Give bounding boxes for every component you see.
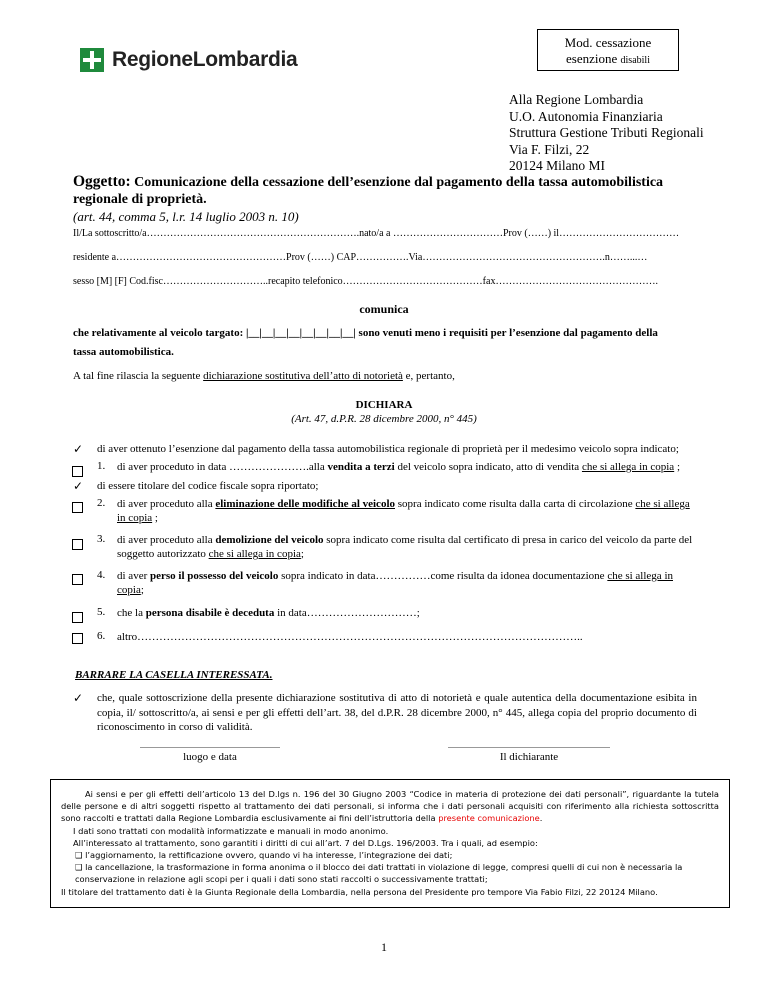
check-icon: ✓ xyxy=(73,691,84,705)
barrare-instruction: BARRARE LA CASELLA INTERESSATA. xyxy=(75,669,273,681)
declaration-intro: A tal fine rilascia la seguente dichiarazione sostitutiva dell’atto di notorietà e, pertanto, xyxy=(73,370,455,382)
subject-label: Oggetto: xyxy=(73,173,131,190)
form-line-name[interactable]: Il/La sottoscritto/a……………………………………………………….nato/a a ……………………………Prov (……) il……………………………… xyxy=(73,228,680,239)
final-statement: che, quale sottoscrizione della presente dichiarazione sostitutiva di atto di notorietà e quale autentica della documentazione esibita in copia, il/ sottoscritto/a, ai sensi e per gli effetti dell’art. 38, del d.P.R. 28 dicembre 2000, n° 445, allega copia del proprio documento di riconoscimento in corso di validità. xyxy=(97,692,697,733)
logo-text: RegioneLombardia xyxy=(112,48,298,71)
option-checkbox-6[interactable] xyxy=(72,633,83,644)
option-checkbox-1[interactable] xyxy=(72,466,83,477)
option-text-1: di aver proceduto in data ………………….alla vendita a terzi del veicolo sopra indicato, atto di vendita che si allega in copia ; xyxy=(117,461,681,473)
form-model-box xyxy=(537,29,679,71)
option-text-4: di aver perso il possesso del veicolo sopra indicato in data……………come risulta da idonea documentazione che si allega in copia; xyxy=(117,570,673,596)
check-icon: ✓ xyxy=(73,442,84,456)
subject-title: Comunicazione della cessazione dell’esenzione dal pagamento della tassa automobilistica regionale di proprietà. xyxy=(73,175,664,207)
bullet-icon: ❑ xyxy=(75,862,83,873)
recipient-address: Alla Regione Lombardia U.O. Autonomia Finanziaria Struttura Gestione Tributi Regionali Via F. Filzi, 22 20124 Milano MI xyxy=(509,92,704,173)
bullet-icon: ❑ xyxy=(75,850,83,861)
mod-line1: Mod. cessazione xyxy=(564,35,652,50)
option-text-6[interactable]: altro………………………………………………………………………………………………………….. xyxy=(117,631,583,643)
signature-line-right xyxy=(448,747,610,748)
check-item-2: di essere titolare del codice fiscale sopra riportato; xyxy=(97,480,319,492)
form-line-fiscal[interactable]: sesso [M] [F] Cod.fisc…………………………..recapito telefonico……………………………………fax…………………………………………. xyxy=(73,276,658,287)
option-checkbox-2[interactable] xyxy=(72,502,83,513)
regione-lombardia-logo xyxy=(80,48,297,72)
check-item-1: di aver ottenuto l’esenzione dal pagamento della tassa automobilistica regionale di proprietà per il medesimo veicolo sopra indicato; xyxy=(97,443,679,455)
rosa-camuna-icon xyxy=(80,48,104,72)
check-icon: ✓ xyxy=(73,479,84,493)
dichiara-ref: (Art. 47, d.P.R. 28 dicembre 2000, n° 445) xyxy=(291,413,477,425)
option-checkbox-4[interactable] xyxy=(72,574,83,585)
page-number: 1 xyxy=(381,940,387,954)
vehicle-plate-line[interactable]: che relativamente al veicolo targato: |__|__|__|__|__|__|__|__| sono venuti meno i requisiti per l’esenzione dal pagamento della xyxy=(73,327,658,339)
subject-block xyxy=(73,173,713,226)
mod-line2: esenzione disabili xyxy=(566,51,650,66)
declarant-label: Il dichiarante xyxy=(499,751,559,763)
option-checkbox-3[interactable] xyxy=(72,539,83,550)
comunica-heading: comunica xyxy=(359,302,409,316)
privacy-notice: Ai sensi e per gli effetti dell’articolo 13 del D.lgs n. 196 del 30 Giugno 2003 “Codice in materia di protezione dei dati personali”, riguardante la tutela delle persone e di altri soggetti rispetto al trattamento dei dati personali, si informa che i dati personali acquisiti con riferimento alla richiesta sottoscritta sono raccolti e trattati dalla Regione Lombardia esclusivamente ai fini dell’istruttoria della presente comunicazione. I dati sono trattati con modalità informatizzate e manuali in modo anonimo. All’interessato al trattamento, sono garantiti i diritti di cui all’art. 7 del D.Lgs. 196/2003. Tra i quali, ad esempio: ❑ l’aggiornamento, la rettificazione ovvero, quando vi ha interesse, l’integrazione dei dati; ❑ la cancellazione, la trasformazione in forma anonima o il blocco dei dati trattati in violazione di legge, compresi quelli di cui non è necessaria la conservazione in relazione agli scopi per i quali i dati sono stati raccolti o successivamente trattati; Il titolare del trattamento dati è la Giunta Regionale della Lombardia, nella persona del Presidente pro tempore Via Fabio Filzi, 22 20124 Milano. xyxy=(50,779,730,908)
form-line-residence[interactable]: residente a……………………………………………Prov (……) CAP…………….Via……………………………………………….n……...… xyxy=(73,252,648,263)
subject-ref: (art. 44, comma 5, l.r. 14 luglio 2003 n. 10) xyxy=(73,209,299,224)
option-text-2: di aver proceduto alla eliminazione delle modifiche al veicolo sopra indicato come risulta dalla carta di circolazione che si allega in copia ; xyxy=(117,498,690,524)
option-text-5: che la persona disabile è deceduta in data…………………………; xyxy=(117,607,420,619)
signature-line-left xyxy=(140,747,280,748)
dichiara-heading: DICHIARA xyxy=(355,399,413,411)
place-date-label: luogo e data xyxy=(183,751,237,763)
option-text-3: di aver proceduto alla demolizione del veicolo sopra indicato come risulta dal certificato di presa in carico del veicolo da parte del soggetto autorizzato che si allega in copia; xyxy=(117,534,693,560)
vehicle-plate-line2: tassa automobilistica. xyxy=(73,346,174,358)
option-checkbox-5[interactable] xyxy=(72,612,83,623)
